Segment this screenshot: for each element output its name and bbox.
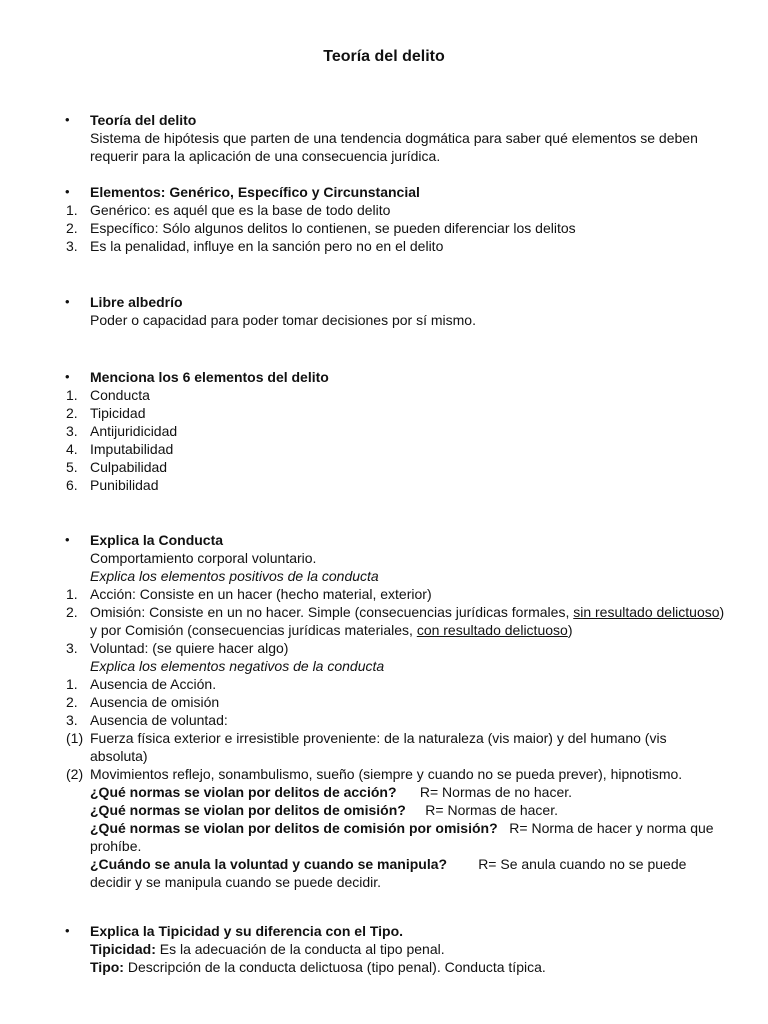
section-heading: Menciona los 6 elementos del delito: [90, 369, 329, 385]
list-item: [44, 675, 728, 693]
list-text: Es la penalidad, influye en la sanción pero no en el delito: [90, 238, 444, 254]
section-heading: Elementos: Genérico, Específico y Circunstancial: [90, 184, 420, 200]
list-text: Conducta: [90, 387, 150, 403]
list-text: Tipicidad: [90, 405, 146, 421]
definition-term: Tipicidad:: [90, 941, 156, 957]
positive-elements-list: [66, 585, 728, 657]
page-title: Teoría del delito: [323, 48, 445, 65]
negative-elements-heading: Explica los elementos negativos de la conducta: [90, 658, 385, 674]
list-text: Punibilidad: [90, 477, 159, 493]
text-run: ) y por Comisión (consecuencias jurídicas materiales,: [90, 604, 725, 638]
list-text: Ausencia de Acción.: [90, 676, 217, 692]
list-number: 2.: [66, 604, 78, 620]
answer: R= Normas de no hacer.: [419, 784, 573, 800]
list-item: [44, 693, 728, 711]
list-item: [44, 201, 728, 219]
list-text: Antijuridicidad: [90, 423, 178, 439]
list-text: Imputabilidad: [90, 441, 174, 457]
list-text: Específico: Sólo algunos delitos lo contienen, se pueden diferenciar los delitos: [90, 220, 576, 236]
list-item: [44, 219, 728, 237]
definition: [90, 958, 728, 976]
list-item: [44, 386, 728, 404]
text-run: ): [567, 622, 573, 638]
elementos-list: [66, 201, 728, 255]
list-number: (2): [66, 766, 84, 782]
list-number: 1.: [66, 202, 78, 218]
list-text: Ausencia de voluntad:: [90, 712, 228, 728]
qa-item: [90, 855, 728, 891]
definition-term: Tipo:: [90, 959, 124, 975]
seis-elementos-list: [66, 386, 728, 494]
list-item: [44, 729, 728, 765]
list-text: Voluntad: (se quiere hacer algo): [90, 640, 289, 656]
list-item: [44, 639, 728, 657]
list-item: [44, 476, 728, 494]
list-number: 3.: [66, 712, 78, 728]
list-text: Acción: Consiste en un hacer (hecho material, exterior): [90, 586, 432, 602]
list-item: [44, 422, 728, 440]
bullet-icon: •: [65, 532, 70, 547]
list-item: [44, 458, 728, 476]
list-number: 3.: [66, 640, 78, 656]
underlined-text: sin resultado delictuoso: [573, 604, 720, 620]
question: ¿Qué normas se violan por delitos de acción?: [90, 784, 397, 800]
negative-elements-list: [66, 675, 728, 783]
bullet-icon: •: [65, 923, 70, 938]
list-number: 6.: [66, 477, 78, 493]
list-number: (1): [66, 730, 84, 746]
list-item: [44, 237, 728, 255]
qa-item: [90, 819, 728, 855]
qa-item: [90, 783, 728, 801]
list-number: 3.: [66, 423, 78, 439]
question: ¿Cuándo se anula la voluntad y cuando se manipula?: [90, 856, 448, 872]
section-text: Sistema de hipótesis que parten de una tendencia dogmática para saber qué elementos se deben requerir para la aplicación de una consecuencia jurídica.: [90, 130, 698, 164]
list-text: Culpabilidad: [90, 459, 168, 475]
bullet-icon: •: [65, 294, 70, 309]
underlined-text: con resultado delictuoso: [416, 622, 568, 638]
bullet-icon: •: [65, 184, 70, 199]
list-text: Ausencia de omisión: [90, 694, 220, 710]
definition-text: Descripción de la conducta delictuosa (tipo penal). Conducta típica.: [127, 959, 546, 975]
list-number: 1.: [66, 586, 78, 602]
text-run: Omisión: Consiste en un no hacer. Simple (consecuencias jurídicas formales,: [90, 604, 574, 620]
list-number: 1.: [66, 387, 78, 403]
definition: [90, 940, 728, 958]
list-item: [44, 440, 728, 458]
section-heading: Libre albedrío: [90, 294, 183, 310]
section-heading: Explica la Conducta: [90, 532, 224, 548]
list-text: Genérico: es aquél que es la base de todo delito: [90, 202, 391, 218]
qa-item: [90, 801, 728, 819]
section-heading: Explica la Tipicidad y su diferencia con el Tipo.: [90, 923, 404, 939]
list-item: [44, 404, 728, 422]
list-text: [90, 603, 728, 639]
list-number: 3.: [66, 238, 78, 254]
answer: R= Se anula cuando no se puede decidir y se manipula cuando se puede decidir.: [90, 856, 687, 890]
list-item: [44, 585, 728, 603]
list-number: 2.: [66, 405, 78, 421]
list-number: 2.: [66, 694, 78, 710]
question: ¿Qué normas se violan por delitos de comisión por omisión?: [90, 820, 498, 836]
list-item: [44, 711, 728, 729]
list-item: [44, 603, 728, 639]
definition-text: Es la adecuación de la conducta al tipo penal.: [159, 941, 445, 957]
list-number: 5.: [66, 459, 78, 475]
section-text: Comportamiento corporal voluntario.: [90, 550, 317, 566]
bullet-icon: •: [65, 112, 70, 127]
question: ¿Qué normas se violan por delitos de omisión?: [90, 802, 406, 818]
list-number: 1.: [66, 676, 78, 692]
positive-elements-heading: Explica los elementos positivos de la conducta: [90, 568, 379, 584]
list-number: 4.: [66, 441, 78, 457]
list-number: 2.: [66, 220, 78, 236]
list-text: Movimientos reflejo, sonambulismo, sueño (siempre y cuando no se pueda prever), hipnotismo.: [90, 766, 683, 782]
list-item: [44, 765, 728, 783]
answer: R= Norma de hacer y norma que prohíbe.: [90, 820, 714, 854]
bullet-icon: •: [65, 369, 70, 384]
answer: R= Normas de hacer.: [425, 802, 558, 818]
section-text: Poder o capacidad para poder tomar decisiones por sí mismo.: [90, 312, 476, 328]
list-text: Fuerza física exterior e irresistible proveniente: de la naturaleza (vis maior) y del humano (vis absoluta): [90, 730, 667, 764]
section-heading: Teoría del delito: [90, 112, 197, 128]
